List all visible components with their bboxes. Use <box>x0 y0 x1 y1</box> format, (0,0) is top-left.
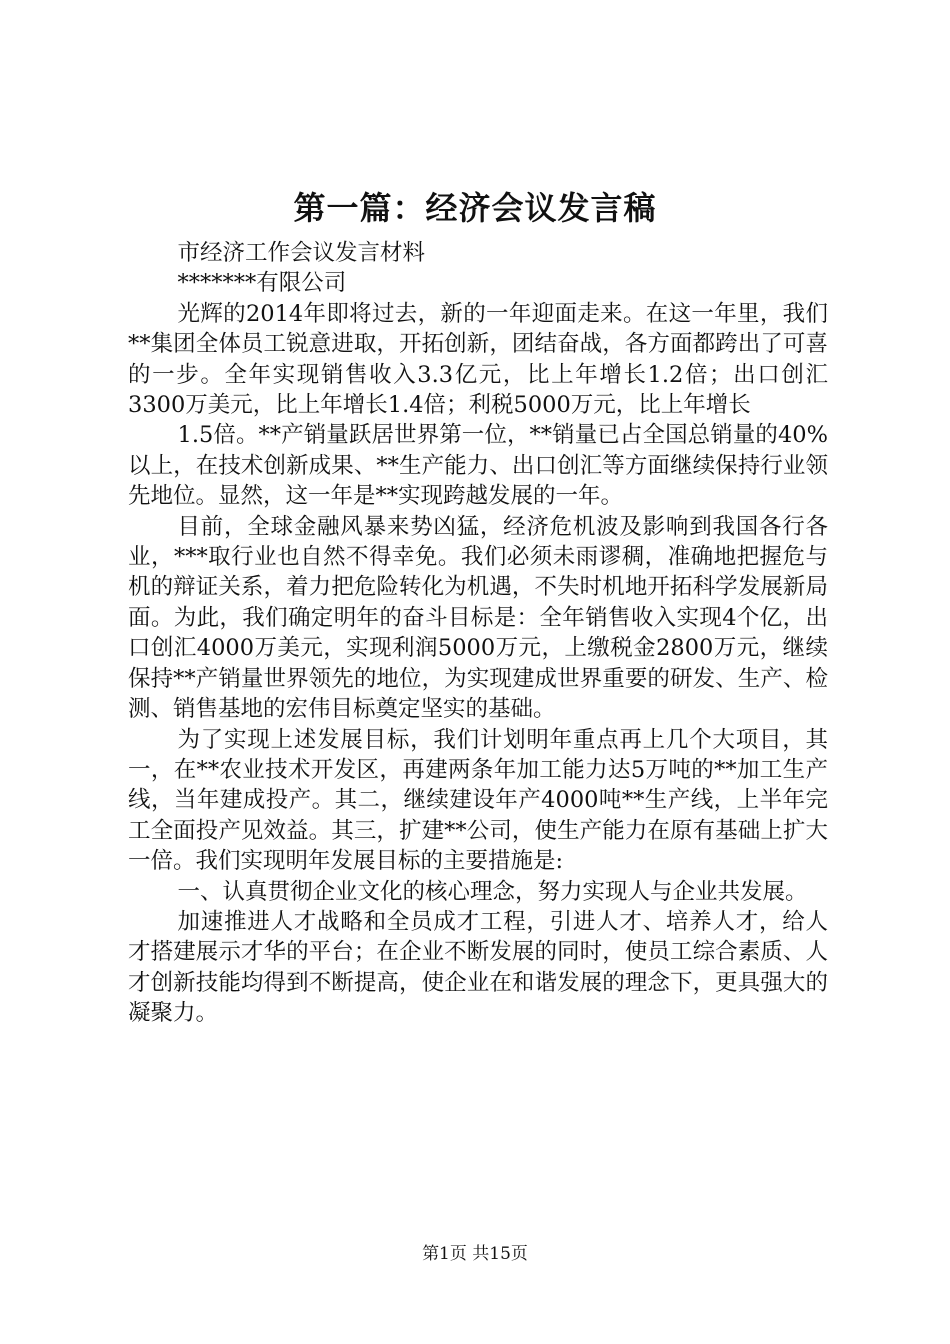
body-paragraph: 1.5倍。**产销量跃居世界第一位，**销量已占全国总销量的40%以上，在技术创新成果、**生产能力、出口创汇等方面继续保持行业领先地位。显然，这一年是**实现跨越发展的一年。 <box>128 422 828 510</box>
document-body <box>128 238 828 1029</box>
body-paragraph: 为了实现上述发展目标，我们计划明年重点再上几个大项目，其一，在**农业技术开发区，再建两条年加工能力达5万吨的**加工生产线，当年建成投产。其二，继续建设年产4000吨**生产线，上半年完工全面投产见效益。其三，扩建**公司，使生产能力在原有基础上扩大一倍。我们实现明年发展目标的主要措施是: <box>128 726 828 875</box>
document-title: 第一篇：经济会议发言稿 <box>293 189 657 227</box>
company-paragraph: *******有限公司 <box>177 270 347 297</box>
page-indicator: 第1页 共15页 <box>422 1244 528 1264</box>
body-paragraph: 加速推进人才战略和全员成才工程，引进人才、培养人才，给人才搭建展示才华的平台；在企业不断发展的同时，使员工综合素质、人才创新技能均得到不断提高，使企业在和谐发展的理念下，更具强大的凝聚力。 <box>128 908 828 1027</box>
section-heading-paragraph: 一、认真贯彻企业文化的核心理念，努力实现人与企业共发展。 <box>177 878 808 905</box>
subtitle-paragraph: 市经济工作会议发言材料 <box>177 240 426 266</box>
body-paragraph: 光辉的2014年即将过去，新的一年迎面走来。在这一年里，我们**集团全体员工锐意进取，开拓创新，团结奋战，各方面都跨出了可喜的一步。全年实现销售收入3.3亿元，比上年增长1.2倍；出口创汇3300万美元，比上年增长1.4倍；利税5000万元，比上年增长 <box>128 300 828 419</box>
body-paragraph: 目前，全球金融风暴来势凶猛，经济危机波及影响到我国各行各业，***取行业也自然不得幸免。我们必须未雨谬稠，准确地把握危与机的辩证关系，着力把危险转化为机遇，不失时机地开拓科学发展新局面。为此，我们确定明年的奋斗目标是：全年销售收入实现4个亿，出口创汇4000万美元，实现利润5000万元，上缴税金2800万元，继续保持**产销量世界领先的地位，为实现建成世界重要的研发、生产、检测、销售基地的宏伟目标奠定坚实的基础。 <box>128 513 828 723</box>
